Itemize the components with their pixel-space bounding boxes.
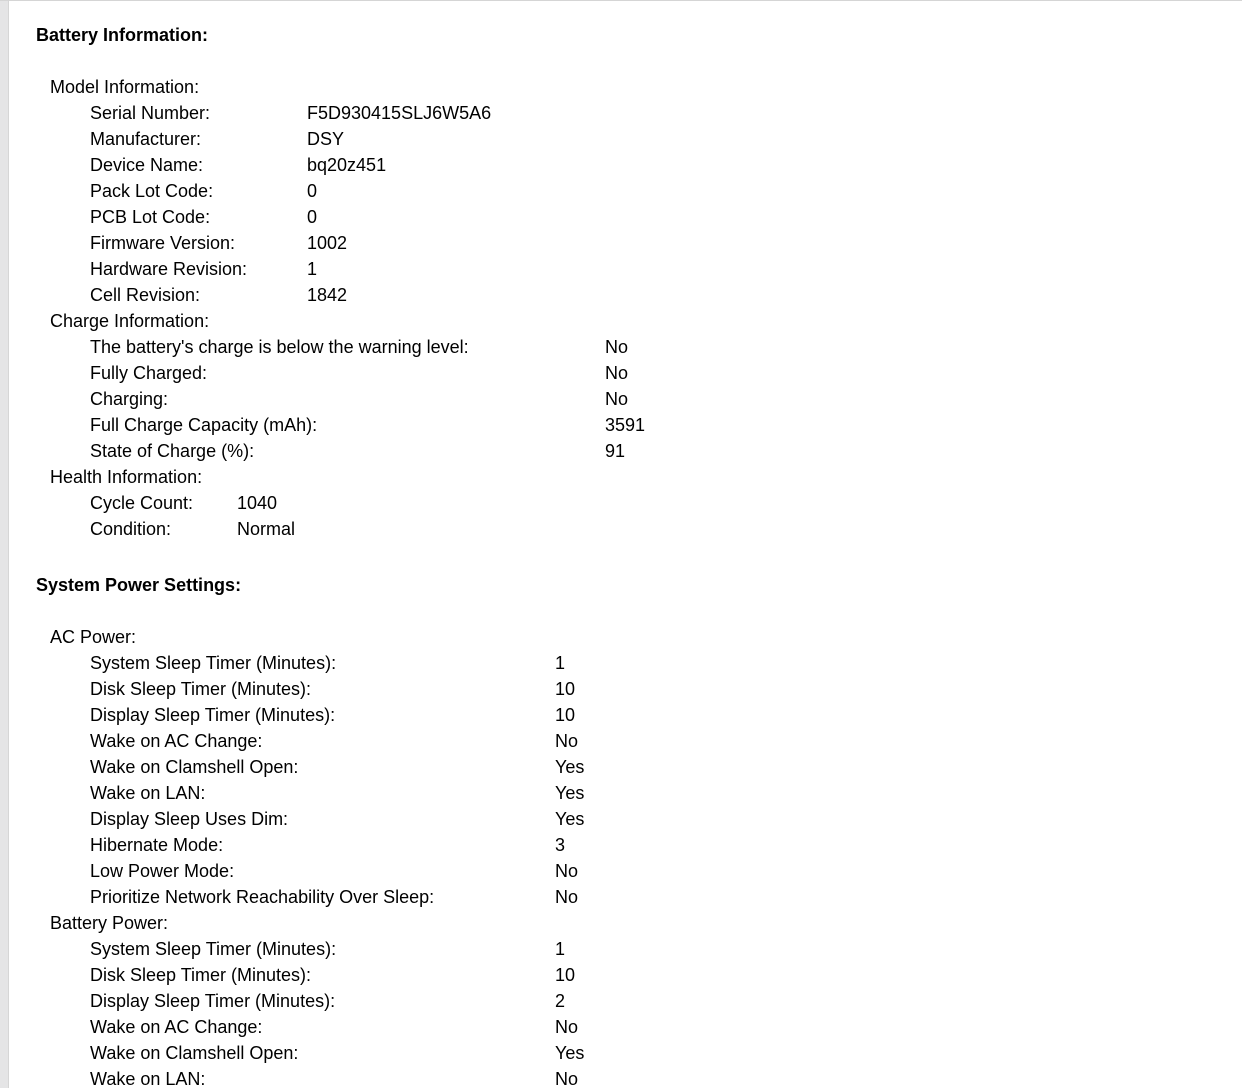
info-value: Yes [555,809,585,829]
info-value: No [605,363,629,383]
info-label: Condition: [90,519,172,539]
blank-line [0,598,1242,624]
info-value: 3 [555,835,566,855]
info-value: 1842 [307,285,348,305]
info-row [90,650,1242,676]
section-title: System Power Settings: [36,575,242,595]
info-label: Charging: [90,389,169,409]
section-title: Battery Information: [36,25,209,45]
info-row [90,100,1242,126]
info-label: Fully Charged: [90,363,208,383]
group-heading: Charge Information: [50,311,210,331]
info-value: 10 [555,679,576,699]
info-row [90,676,1242,702]
info-value: No [605,337,629,357]
info-label: Wake on Clamshell Open: [90,757,299,777]
info-value: 1 [307,259,318,279]
info-label: Disk Sleep Timer (Minutes): [90,965,312,985]
info-label: The battery's charge is below the warning level: [90,337,469,357]
info-label: Wake on AC Change: [90,1017,263,1037]
info-value: 3591 [605,415,646,435]
info-row [90,728,1242,754]
info-label: System Sleep Timer (Minutes): [90,653,337,673]
info-value: bq20z451 [307,155,387,175]
info-row [90,780,1242,806]
info-row [90,962,1242,988]
info-value: No [555,887,579,907]
info-row [90,126,1242,152]
info-value: No [555,731,579,751]
blank-line [0,48,1242,74]
info-label: Serial Number: [90,103,211,123]
info-row [90,152,1242,178]
info-label: Display Sleep Timer (Minutes): [90,991,336,1011]
blank-line [0,542,1242,568]
info-row [90,754,1242,780]
info-value: 1 [555,653,566,673]
info-value: 1 [555,939,566,959]
info-label: Disk Sleep Timer (Minutes): [90,679,312,699]
info-value: F5D930415SLJ6W5A6 [307,103,492,123]
info-value: No [555,861,579,881]
info-label: PCB Lot Code: [90,207,211,227]
info-row [90,832,1242,858]
info-row [90,1014,1242,1040]
info-row [90,438,1242,464]
info-value: Yes [555,757,585,777]
info-row [90,360,1242,386]
info-row [90,988,1242,1014]
info-value: 1002 [307,233,348,253]
info-label: Cell Revision: [90,285,201,305]
info-value: 10 [555,965,576,985]
info-row [90,884,1242,910]
info-value: Normal [237,519,296,539]
info-value: 10 [555,705,576,725]
info-row [90,386,1242,412]
info-label: Pack Lot Code: [90,181,214,201]
info-row [90,936,1242,962]
info-row [90,490,1242,516]
info-value: 0 [307,181,318,201]
info-label: Hibernate Mode: [90,835,224,855]
info-value: 1040 [237,493,278,513]
info-value: No [555,1017,579,1037]
info-row [90,256,1242,282]
info-value: No [555,1069,579,1088]
info-value: Yes [555,1043,585,1063]
info-row [90,702,1242,728]
group-heading: Health Information: [50,467,203,487]
info-row [90,230,1242,256]
info-label: Wake on LAN: [90,1069,206,1088]
window-left-edge [0,1,9,1088]
info-row [90,1066,1242,1088]
info-label: Firmware Version: [90,233,236,253]
info-label: Wake on Clamshell Open: [90,1043,299,1063]
power-report-text-pane[interactable] [0,1,1242,1088]
info-row [90,806,1242,832]
info-value: 2 [555,991,566,1011]
group-heading: AC Power: [50,627,137,647]
info-value: 0 [307,207,318,227]
info-value: Yes [555,783,585,803]
info-label: Low Power Mode: [90,861,235,881]
info-label: Full Charge Capacity (mAh): [90,415,318,435]
info-row [90,516,1242,542]
info-row [90,204,1242,230]
info-label: Cycle Count: [90,493,194,513]
info-row [90,178,1242,204]
info-label: Hardware Revision: [90,259,248,279]
info-row [90,858,1242,884]
info-value: DSY [307,129,345,149]
info-label: Wake on LAN: [90,783,206,803]
info-value: No [605,389,629,409]
info-value: 91 [605,441,626,461]
info-label: System Sleep Timer (Minutes): [90,939,337,959]
info-label: Manufacturer: [90,129,202,149]
info-label: State of Charge (%): [90,441,255,461]
info-row [90,412,1242,438]
info-row [90,1040,1242,1066]
info-label: Wake on AC Change: [90,731,263,751]
info-label: Display Sleep Uses Dim: [90,809,289,829]
info-label: Display Sleep Timer (Minutes): [90,705,336,725]
info-row [90,334,1242,360]
info-row [90,282,1242,308]
group-heading: Model Information: [50,77,200,97]
info-label: Device Name: [90,155,204,175]
group-heading: Battery Power: [50,913,169,933]
info-label: Prioritize Network Reachability Over Sleep: [90,887,435,907]
